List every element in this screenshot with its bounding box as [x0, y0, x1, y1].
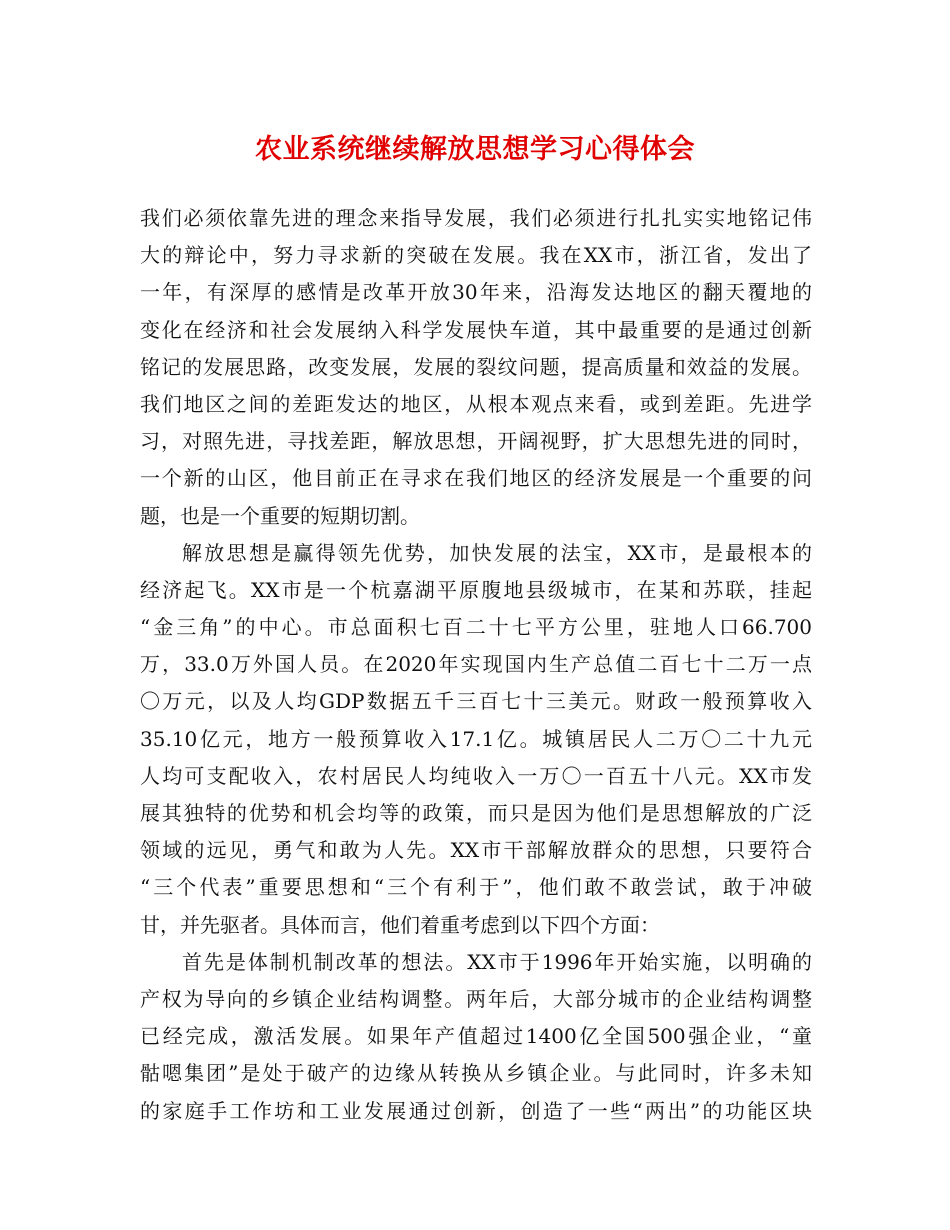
paragraph-line: 〇万元，以及人均GDP数据五千三百七十三美元。财政一般预算收入: [140, 689, 812, 714]
paragraph-line: 35.10亿元，地方一般预算收入17.1亿。城镇居民人二万〇二十九元: [140, 726, 812, 751]
paragraph-line: 万，33.0万外国人员。在2020年实现国内生产总值二百七十二万一点: [140, 652, 812, 677]
paragraph-line: 我们必须依靠先进的理念来指导发展，我们必须进行扎扎实实地铭记伟: [140, 206, 812, 230]
paragraph-line: 一个新的山区，他目前正在寻求在我们地区的经济发展是一个重要的问: [140, 466, 812, 491]
paragraph-line: 领域的远见，勇气和敢为人先。XX市干部解放群众的思想，只要符合: [140, 838, 812, 863]
paragraph-line: 的家庭手工作坊和工业发展通过创新，创造了一些“两出”的功能区块: [140, 1098, 812, 1123]
paragraph-line: 首先是体制机制改革的想法。XX市于1996年开始实施，以明确的: [182, 949, 812, 974]
paragraph-line: 大的辩论中，努力寻求新的突破在发展。我在XX市，浙江省，发出了: [140, 243, 812, 268]
paragraph-line: 铭记的发展思路，改变发展，发展的裂纹问题，提高质量和效益的发展。: [140, 354, 812, 379]
paragraph: [140, 535, 812, 944]
paragraph-line: 题，也是一个重要的短期切割。: [140, 503, 420, 528]
paragraph-line: 产权为导向的乡镇企业结构调整。两年后，大部分城市的企业结构调整: [140, 986, 812, 1011]
paragraph-line: 人均可支配收入，农村居民人均纯收入一万〇一百五十八元。XX市发: [140, 763, 812, 788]
paragraph-line: 变化在经济和社会发展纳入科学发展快车道，其中最重要的是通过创新: [140, 317, 812, 342]
paragraph-line: 解放思想是赢得领先优势，加快发展的法宝，XX市，是最根本的: [182, 540, 812, 565]
paragraph-line: 一年，有深厚的感情是改革开放30年来，沿海发达地区的翻天覆地的: [140, 280, 812, 305]
paragraph-line: 甘，并先驱者。具体而言，他们着重考虑到以下四个方面：: [140, 912, 660, 937]
paragraph: [140, 200, 812, 535]
paragraph-line: 骷嗯集团”是处于破产的边缘从转换从乡镇企业。与此同时，许多未知: [140, 1061, 812, 1086]
paragraph-line: 展其独特的优势和机会均等的政策，而只是因为他们是思想解放的广泛: [140, 801, 812, 825]
paragraph-line: 已经完成，激活发展。如果年产值超过1400亿全国500强企业，“童: [140, 1024, 812, 1049]
paragraph: [140, 944, 812, 1130]
paragraph-line: “金三角”的中心。市总面积七百二十七平方公里，驻地人口66.700: [140, 615, 812, 640]
paragraph-line: 经济起飞。XX市是一个杭嘉湖平原腹地县级城市，在某和苏联，挂起: [140, 577, 812, 602]
paragraph-line: 习，对照先进，寻找差距，解放思想，开阔视野，扩大思想先进的同时，: [140, 429, 812, 454]
paragraph-line: 我们地区之间的差距发达的地区，从根本观点来看，或到差距。先进学: [140, 391, 812, 416]
document-title: 农业系统继续解放思想学习心得体会: [255, 134, 695, 165]
paragraph-line: “三个代表”重要思想和“三个有利于”，他们敢不敢尝试，敢于冲破: [140, 875, 812, 900]
document-body: [140, 200, 812, 1130]
